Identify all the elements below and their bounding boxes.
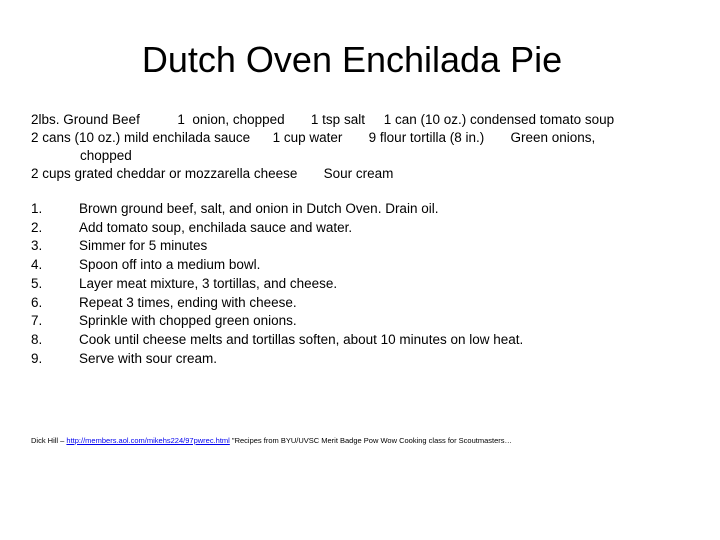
ingredients-line: 2 cups grated cheddar or mozzarella cheese Sour cream <box>31 166 394 181</box>
instruction-step <box>31 219 691 238</box>
instruction-step <box>31 350 691 369</box>
step-text: Spoon off into a medium bowl. <box>79 257 261 273</box>
instruction-step <box>31 312 691 331</box>
step-number: 8. <box>31 331 43 347</box>
step-number: 6. <box>31 294 43 310</box>
step-text: Cook until cheese melts and tortillas soften, about 10 minutes on low heat. <box>79 331 524 347</box>
instruction-step <box>31 331 691 350</box>
slide-title: Dutch Oven Enchilada Pie <box>141 39 563 80</box>
step-number: 5. <box>31 275 43 291</box>
credit-author: Dick Hill – <box>31 436 67 445</box>
credit-note: "Recipes from BYU/UVSC Merit Badge Pow Wow Cooking class for Scoutmasters… <box>229 436 513 445</box>
instructions-list <box>31 200 691 368</box>
step-number: 4. <box>31 257 43 273</box>
source-credit <box>31 436 691 446</box>
ingredients-line: 2lbs. Ground Beef 1 onion, chopped 1 tsp salt 1 can (10 oz.) condensed tomato soup <box>31 112 615 127</box>
step-number: 3. <box>31 238 43 254</box>
ingredients-line: chopped <box>80 148 132 163</box>
source-link[interactable]: http://members.aol.com/mikehs224/97pwrec.html <box>66 436 230 445</box>
instruction-step <box>31 294 691 313</box>
step-number: 2. <box>31 219 43 235</box>
step-text: Sprinkle with chopped green onions. <box>79 313 297 329</box>
step-text: Layer meat mixture, 3 tortillas, and cheese. <box>79 275 338 291</box>
step-text: Serve with sour cream. <box>79 350 218 366</box>
instruction-step <box>31 200 691 219</box>
instruction-step <box>31 275 691 294</box>
step-text: Add tomato soup, enchilada sauce and water. <box>79 219 353 235</box>
step-number: 7. <box>31 313 43 329</box>
step-text: Repeat 3 times, ending with cheese. <box>79 294 297 310</box>
step-text: Simmer for 5 minutes <box>79 238 208 254</box>
step-number: 1. <box>31 201 43 216</box>
ingredients-line: 2 cans (10 oz.) mild enchilada sauce 1 cup water 9 flour tortilla (8 in.) Green onions, <box>31 130 596 145</box>
ingredients-block <box>31 111 691 183</box>
instruction-step <box>31 237 691 256</box>
instruction-step <box>31 256 691 275</box>
step-number: 9. <box>31 350 43 366</box>
step-text: Brown ground beef, salt, and onion in Dutch Oven. Drain oil. <box>79 201 439 216</box>
